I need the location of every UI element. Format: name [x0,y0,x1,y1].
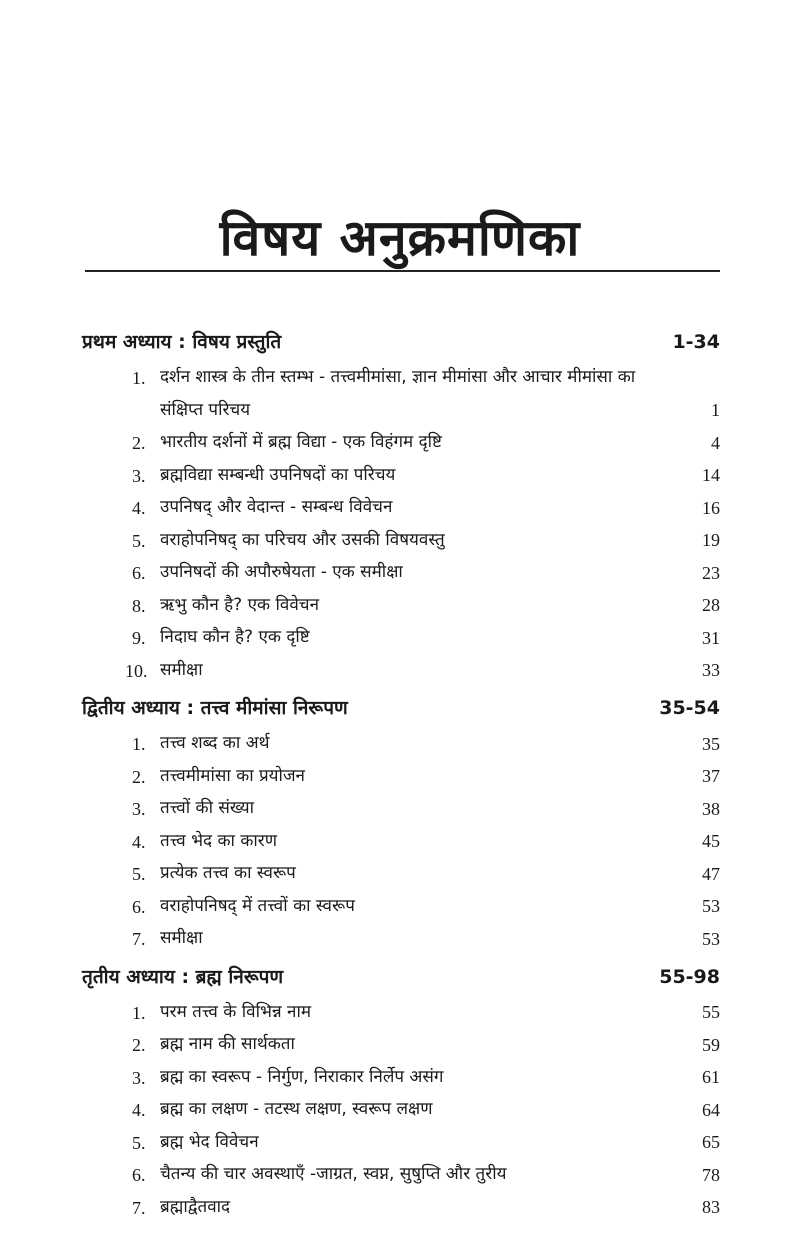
chapter-section [0,691,795,955]
toc-entry [0,1093,795,1126]
chapter-title: तृतीय अध्याय : ब्रह्म निरूपण [82,965,284,988]
toc-entry [0,922,795,955]
entry-title: उपनिषदों की अपौरुषेयता - एक समीक्षा [160,562,403,582]
entry-title: निदाघ कौन है? एक दृष्टि [160,627,310,647]
entry-number: 3. [132,465,146,486]
entry-number: 3. [132,799,146,819]
entry-number: 5. [132,530,146,551]
entry-title: उपनिषद् और वेदान्त - सम्बन्ध विवेचन [160,497,393,517]
entry-title: ब्रह्म का स्वरूप - निर्गुण, निराकार निर्लेप असंग [160,1066,444,1087]
page-title: विषय अनुक्रमणिका [219,209,581,267]
chapter-section [0,960,795,1224]
toc-entry [0,1061,795,1094]
table-of-contents [0,325,795,1223]
toc-entry [0,361,795,426]
chapter-heading [0,960,795,996]
entry-number: 2. [132,433,146,453]
toc-entry [0,1158,795,1191]
chapter-heading [0,325,795,361]
entry-page-number: 37 [702,766,720,786]
entry-number: 6. [132,563,146,583]
toc-entry [0,524,795,557]
entry-page-number: 35 [702,733,720,754]
entry-title: दर्शन शास्त्र के तीन स्तम्भ - तत्त्वमीमांसा, ज्ञान मीमांसा और आचार मीमांसा का संक्षिप्त परिचय [160,367,636,420]
entry-page-number: 53 [702,896,720,916]
toc-entry [0,654,795,687]
toc-entry [0,556,795,589]
chapter-title: द्वितीय अध्याय : तत्त्व मीमांसा निरूपण [82,697,348,719]
entry-title: भारतीय दर्शनों में ब्रह्म विद्या - एक विहंगम दृष्टि [160,432,442,452]
entry-number: 5. [132,1132,146,1153]
chapter-page-range: 35-54 [659,697,720,719]
entry-number: 2. [132,1035,146,1055]
entry-number: 5. [132,864,146,884]
toc-entry [0,1126,795,1159]
entry-page-number: 53 [702,928,720,949]
entry-number: 6. [132,1165,146,1185]
toc-entry [0,760,795,793]
entry-number: 2. [132,766,146,787]
entry-number: 8. [132,595,146,616]
toc-entry [0,825,795,858]
chapter-title: प्रथम अध्याय : विषय प्रस्तुति [82,331,282,353]
chapter-section [0,325,795,686]
entry-number: 1. [132,368,146,388]
entry-page-number: 78 [702,1164,720,1185]
entry-page-number: 64 [702,1099,720,1120]
entry-number: 4. [132,831,146,852]
entry-number: 4. [132,498,146,518]
entry-page-number: 1 [711,400,720,420]
entry-title: तत्त्वों की संख्या [160,798,255,818]
chapter-page-range: 55-98 [659,965,720,988]
entry-title: चैतन्य की चार अवस्थाएँ -जाग्रत, स्वप्न, सुषुप्ति और तुरीय [160,1164,507,1184]
entry-title: तत्त्व भेद का कारण [160,830,278,851]
entry-number: 9. [132,628,146,648]
entry-title: परम तत्त्व के विभिन्न नाम [160,1001,312,1022]
entry-page-number: 45 [702,831,720,851]
toc-entry [0,491,795,524]
toc-entry [0,890,795,923]
entry-page-number: 65 [702,1132,720,1152]
entry-title: ब्रह्म भेद विवेचन [160,1131,259,1152]
entry-number: 6. [132,896,146,917]
toc-entry [0,996,795,1029]
entry-title: ब्रह्म का लक्षण - तटस्थ लक्षण, स्वरूप लक्षण [160,1099,433,1119]
entry-page-number: 4 [711,432,720,453]
entry-title: ब्रह्म नाम की सार्थकता [160,1034,295,1054]
entry-page-number: 47 [702,863,720,884]
entry-number: 10. [125,660,148,681]
toc-entry [0,459,795,492]
entry-page-number: 23 [702,562,720,583]
entry-number: 1. [132,1002,146,1023]
toc-entry [0,1191,795,1224]
entry-page-number: 16 [702,497,720,518]
entry-title: वराहोपनिषद् का परिचय और उसकी विषयवस्तु [160,529,445,550]
entry-number: 7. [132,929,146,949]
entry-title: तत्त्वमीमांसा का प्रयोजन [160,765,305,786]
entry-number: 1. [132,734,146,754]
entry-number: 3. [132,1067,146,1088]
toc-entry [0,857,795,890]
entry-page-number: 28 [702,595,720,615]
toc-entry [0,621,795,654]
entry-page-number: 55 [702,1002,720,1022]
entry-page-number: 14 [702,465,720,485]
entry-title: ब्रह्माद्वैतवाद [160,1196,231,1217]
toc-entry [0,426,795,459]
chapter-heading [0,691,795,727]
entry-number: 4. [132,1100,146,1120]
entry-page-number: 31 [702,627,720,648]
entry-title: ब्रह्मविद्या सम्बन्धी उपनिषदों का परिचय [160,464,396,485]
entry-page-number: 33 [702,660,720,680]
entry-title: समीक्षा [160,928,203,948]
entry-page-number: 38 [702,798,720,819]
toc-entry [0,727,795,760]
entry-title: समीक्षा [160,659,203,680]
entry-title: वराहोपनिषद् में तत्त्वों का स्वरूप [160,895,355,916]
entry-title: प्रत्येक तत्त्व का स्वरूप [160,863,296,883]
toc-entry [0,589,795,622]
title-underline [85,270,720,272]
entry-page-number: 59 [702,1034,720,1055]
entry-title: ऋभु कौन है? एक विवेचन [160,594,320,615]
entry-title: तत्त्व शब्द का अर्थ [160,733,270,753]
entry-number: 7. [132,1197,146,1218]
entry-page-number: 83 [702,1197,720,1217]
toc-entry [0,1028,795,1061]
chapter-page-range: 1-34 [672,331,720,353]
toc-entry [0,792,795,825]
entry-page-number: 61 [702,1067,720,1087]
entry-page-number: 19 [702,530,720,550]
